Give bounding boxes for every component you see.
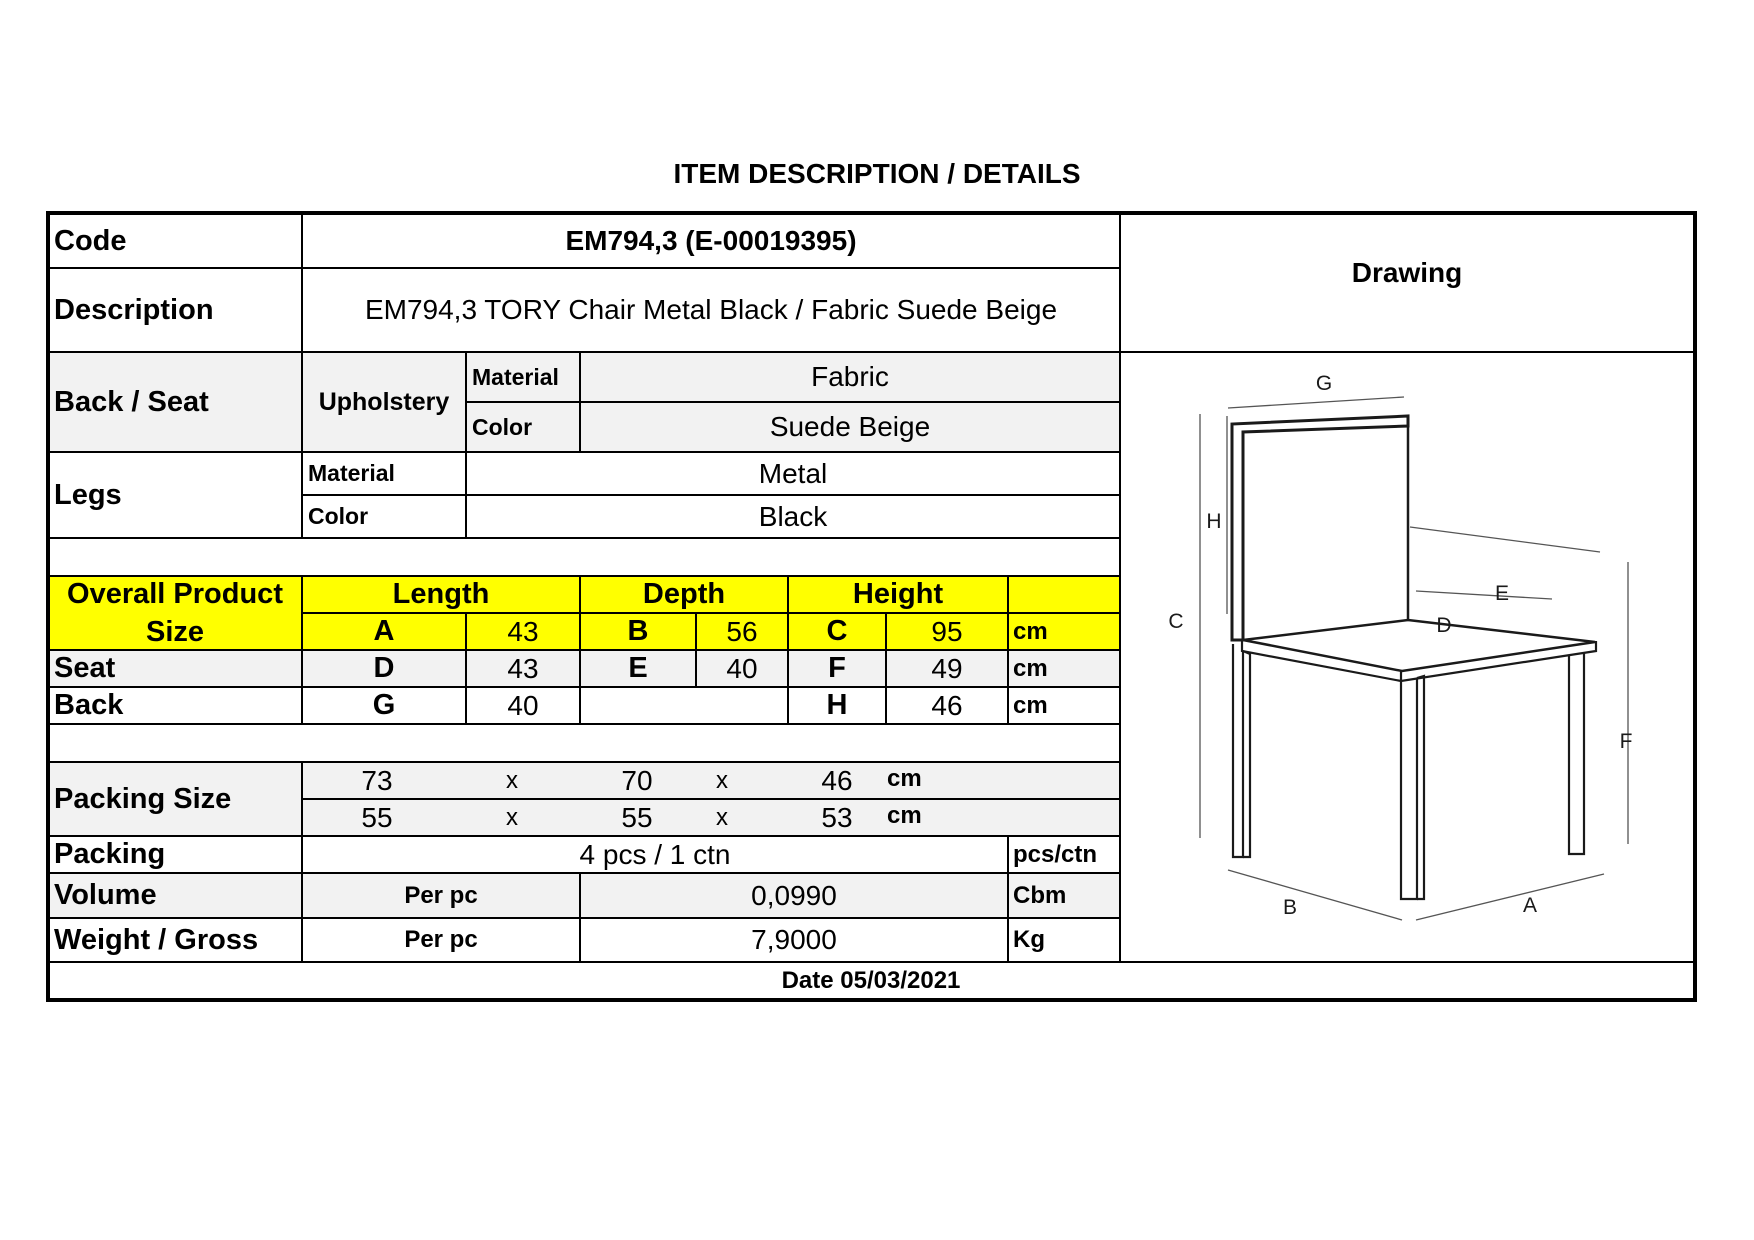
dim-d-value: 43 bbox=[466, 650, 580, 687]
back-seat-label: Back / Seat bbox=[48, 352, 302, 452]
legs-color-label: Color bbox=[308, 503, 369, 529]
v-line bbox=[885, 613, 887, 724]
h-line bbox=[302, 494, 1120, 496]
overall-size-label-text: Overall Product Size bbox=[67, 578, 283, 648]
depth-header: Depth bbox=[580, 576, 788, 613]
h-line bbox=[466, 401, 1120, 403]
description-value: EM794,3 TORY Chair Metal Black / Fabric Suede Beige bbox=[364, 294, 1058, 325]
dim-b-letter: B bbox=[580, 613, 696, 650]
length-header: Length bbox=[302, 576, 580, 613]
legs-color-value: Black bbox=[758, 500, 828, 532]
v-line bbox=[1007, 576, 1009, 724]
description-label: Description bbox=[54, 293, 214, 326]
dim-g-value: 40 bbox=[507, 689, 539, 721]
packing-height-1: 46 bbox=[821, 764, 853, 796]
dim-f-letter: F bbox=[788, 650, 886, 687]
dim-label-h: H bbox=[1206, 510, 1222, 533]
height-header: Height bbox=[788, 576, 1008, 613]
volume-value: 0,0990 bbox=[580, 873, 1008, 918]
packing-width-1: 70 bbox=[621, 764, 653, 796]
h-line bbox=[48, 686, 1120, 688]
v-line bbox=[301, 213, 303, 538]
legs-material-label: Material bbox=[308, 460, 395, 486]
packing-height-2: 53 bbox=[821, 801, 853, 833]
code-label: Code bbox=[54, 224, 127, 257]
upholstery-label: Upholstery bbox=[302, 352, 466, 452]
dim-label-d: D bbox=[1436, 614, 1452, 637]
divider-drawing-header bbox=[1120, 351, 1695, 353]
dim-label-g: G bbox=[1315, 372, 1333, 395]
back-seat-material-value: Fabric bbox=[580, 352, 1120, 402]
dim-h-letter: H bbox=[826, 689, 848, 721]
weight-unit: Kg bbox=[1013, 926, 1045, 953]
packing-x1-2: x bbox=[506, 803, 518, 831]
v-line bbox=[1007, 836, 1009, 962]
chair-outline bbox=[1232, 416, 1596, 899]
v-line bbox=[695, 613, 697, 687]
packing-x2-2: x bbox=[716, 803, 728, 831]
dim-label-c: C bbox=[1168, 610, 1184, 633]
seat-label: Seat bbox=[48, 650, 302, 687]
h-line bbox=[48, 917, 1120, 919]
back-unit: cm bbox=[1013, 691, 1048, 719]
overall-blank-cell bbox=[1008, 576, 1120, 613]
dim-e-letter: E bbox=[580, 650, 696, 687]
v-line bbox=[301, 762, 303, 962]
packing-size-row-2 bbox=[302, 799, 1120, 836]
packing-length-2: 55 bbox=[361, 801, 393, 833]
v-line bbox=[579, 352, 581, 452]
packing-unit-2: cm bbox=[887, 802, 922, 829]
back-seat-material-label: Material bbox=[466, 352, 580, 402]
volume-label: Volume bbox=[48, 873, 302, 918]
packing-length-1: 73 bbox=[361, 764, 393, 796]
dim-b-value: 56 bbox=[696, 613, 788, 650]
weight-value: 7,9000 bbox=[751, 924, 837, 955]
volume-per-label: Per pc bbox=[302, 873, 580, 918]
dim-e-value: 40 bbox=[696, 650, 788, 687]
h-line bbox=[48, 723, 1120, 725]
packing-x1-1: x bbox=[506, 766, 518, 794]
h-line bbox=[48, 761, 1120, 763]
date-footer: Date 05/03/2021 bbox=[781, 967, 961, 994]
dim-label-e: E bbox=[1494, 582, 1510, 605]
dim-label-f: F bbox=[1619, 730, 1633, 753]
dim-a-letter: A bbox=[302, 613, 466, 650]
back-seat-color-label: Color bbox=[466, 402, 580, 452]
weight-label: Weight / Gross bbox=[54, 923, 259, 956]
h-line bbox=[48, 451, 1120, 453]
dim-c-letter: C bbox=[788, 613, 886, 650]
dim-label-a: A bbox=[1522, 894, 1538, 917]
packing-label: Packing bbox=[54, 838, 166, 870]
dim-label-b: B bbox=[1282, 896, 1298, 919]
h-line bbox=[302, 798, 1120, 800]
dim-c-value: 95 bbox=[886, 613, 1008, 650]
v-line bbox=[465, 352, 467, 538]
packing-value: 4 pcs / 1 ctn bbox=[579, 838, 731, 870]
packing-x2-1: x bbox=[716, 766, 728, 794]
divider-date bbox=[48, 961, 1694, 963]
back-label: Back bbox=[54, 689, 124, 721]
legs-label: Legs bbox=[54, 478, 122, 511]
h-line bbox=[48, 537, 1120, 539]
v-line bbox=[787, 576, 789, 724]
chair-drawing bbox=[1120, 354, 1694, 960]
dim-d-letter: D bbox=[302, 650, 466, 687]
h-line bbox=[48, 872, 1120, 874]
h-line bbox=[48, 835, 1120, 837]
h-line bbox=[48, 351, 1120, 353]
packing-width-2: 55 bbox=[621, 801, 653, 833]
legs-material-value: Metal bbox=[758, 457, 828, 489]
back-seat-color-value: Suede Beige bbox=[580, 402, 1120, 452]
overall-unit: cm bbox=[1008, 613, 1120, 650]
dim-f-value: 49 bbox=[886, 650, 1008, 687]
drawing-header: Drawing bbox=[1351, 257, 1463, 288]
v-line bbox=[579, 873, 581, 962]
seat-unit: cm bbox=[1008, 650, 1120, 687]
v-line bbox=[301, 576, 303, 724]
packing-unit: pcs/ctn bbox=[1013, 840, 1098, 868]
h-line bbox=[48, 575, 1120, 577]
overall-size-label bbox=[48, 576, 302, 650]
v-line bbox=[465, 613, 467, 724]
code-value: EM794,3 (E-00019395) bbox=[565, 225, 857, 256]
document-title: ITEM DESCRIPTION / DETAILS bbox=[673, 158, 1081, 189]
border-bottom bbox=[46, 998, 1697, 1002]
volume-unit: Cbm bbox=[1008, 873, 1120, 918]
h-line bbox=[48, 267, 1120, 269]
border-top bbox=[46, 211, 1697, 215]
packing-size-label: Packing Size bbox=[48, 762, 302, 836]
v-line bbox=[579, 576, 581, 724]
weight-per-label: Per pc bbox=[404, 926, 478, 953]
packing-size-row-1 bbox=[302, 762, 1120, 799]
dim-h-value: 46 bbox=[931, 689, 963, 721]
border-left bbox=[46, 211, 50, 1002]
h-line bbox=[302, 612, 1120, 614]
dim-a-value: 43 bbox=[466, 613, 580, 650]
dim-g-letter: G bbox=[372, 689, 396, 721]
packing-unit-1: cm bbox=[887, 765, 922, 792]
h-line bbox=[48, 649, 1120, 651]
